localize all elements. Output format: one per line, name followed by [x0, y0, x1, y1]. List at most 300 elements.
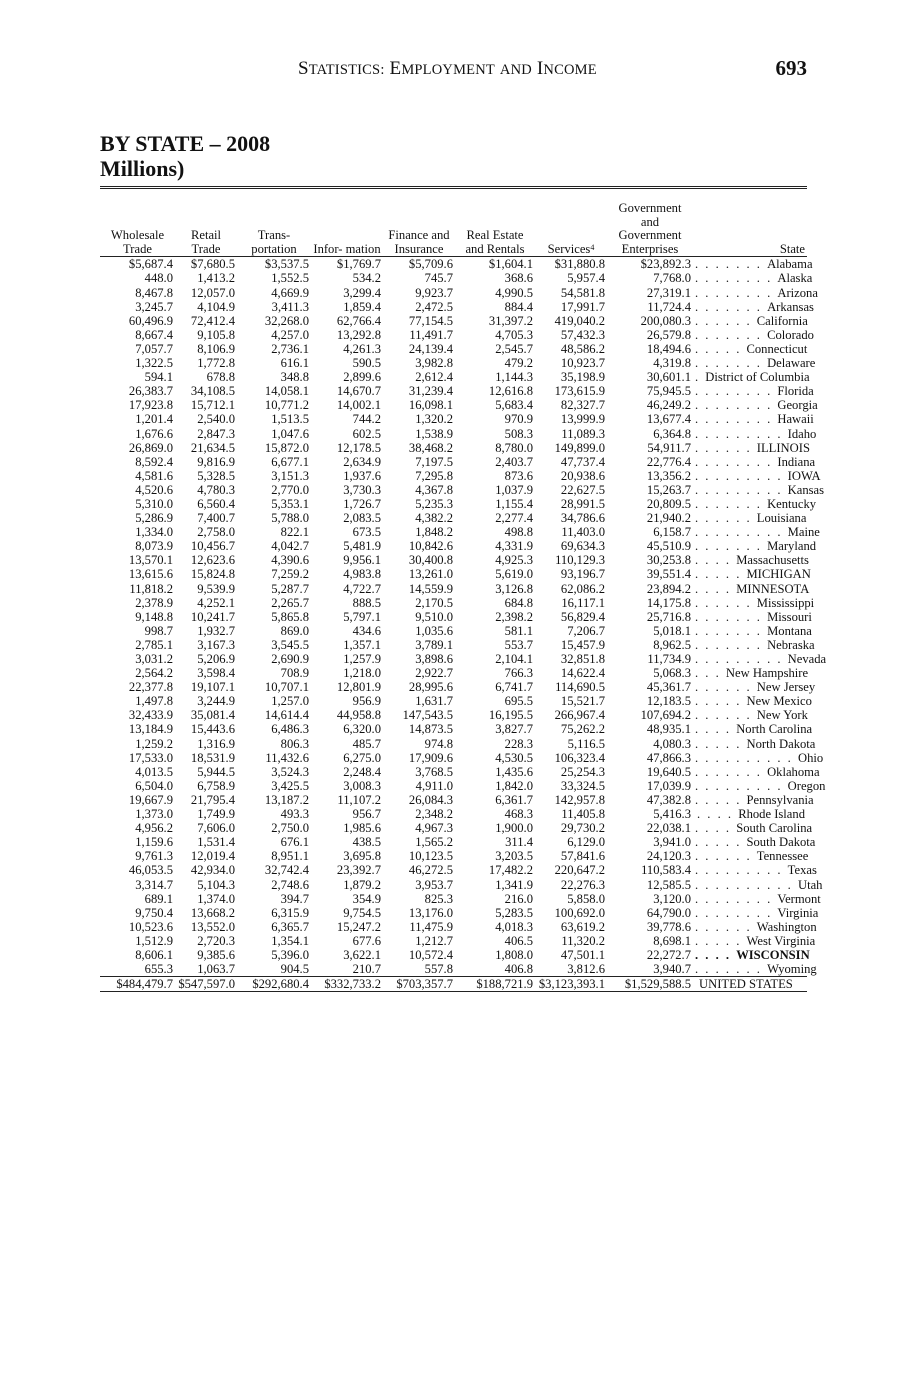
table-cell: 678.8 — [206, 370, 235, 385]
table-cell: 5,328.5 — [197, 468, 235, 483]
table-row — [100, 779, 807, 793]
table-cell: 33,324.5 — [560, 778, 605, 793]
table-cell: 10,123.5 — [408, 849, 453, 864]
table-cell: 557.8 — [424, 962, 453, 977]
table-cell: 3,812.6 — [567, 962, 605, 977]
table-row — [100, 878, 807, 892]
state-name: Louisiana — [756, 511, 807, 526]
table-row — [100, 257, 807, 272]
state-name: Idaho — [787, 426, 817, 441]
table-cell: 15,521.7 — [560, 694, 605, 709]
table-cell: 9,510.0 — [415, 609, 453, 624]
table-cell: 23,894.2 — [646, 581, 691, 596]
state-cell — [693, 637, 815, 652]
table-cell: 904.5 — [280, 962, 309, 977]
leader-dots: . . . . . . . — [695, 764, 768, 779]
table-row — [100, 821, 807, 835]
table-cell: 216.0 — [504, 891, 533, 906]
state-name: North Carolina — [736, 722, 813, 737]
table-cell: 27,319.1 — [646, 285, 691, 300]
table-cell: $5,687.4 — [128, 257, 173, 272]
table-cell: 13,999.9 — [560, 412, 605, 427]
table-cell: 57,432.3 — [560, 327, 605, 342]
table-cell: 11,089.3 — [561, 426, 605, 441]
table-cell: 354.9 — [352, 891, 381, 906]
state-cell — [693, 666, 807, 680]
table-cell: 745.7 — [424, 271, 453, 286]
state-cell — [693, 398, 818, 413]
table-cell: 581.1 — [504, 623, 533, 638]
table-row — [100, 398, 807, 412]
table-cell: 35,081.4 — [190, 708, 235, 723]
table-cell: 26,869.0 — [128, 440, 173, 455]
leader-dots: . . . . . — [695, 736, 747, 751]
table-cell: 32,851.8 — [560, 652, 605, 666]
table-cell: 11,724.4 — [647, 299, 691, 314]
leader-dots: . . . . . . . — [695, 623, 768, 638]
table-cell: 534.2 — [352, 271, 381, 286]
table-cell: 1,035.6 — [415, 623, 453, 638]
table-cell: 2,612.4 — [415, 370, 453, 385]
table-cell: 4,252.1 — [197, 595, 235, 610]
state-name: New York — [756, 708, 808, 723]
state-cell — [693, 257, 813, 272]
table-cell: 75,945.5 — [646, 384, 691, 399]
table-cell: 4,911.0 — [415, 778, 453, 793]
table-cell: 14,175.8 — [646, 595, 691, 610]
table-cell: 210.7 — [352, 962, 381, 977]
table-cell: 6,315.9 — [271, 905, 309, 920]
leader-dots: . . . . — [695, 821, 737, 836]
table-cell: 13,615.6 — [128, 567, 173, 582]
table-row — [100, 737, 807, 751]
table-cell: 54,911.7 — [647, 440, 691, 455]
table-cell: 2,564.2 — [135, 666, 173, 681]
leader-dots: . . . . . . — [695, 595, 757, 610]
table-cell: 200,080.3 — [640, 313, 691, 328]
table-cell: 6,158.7 — [653, 525, 691, 540]
state-cell — [693, 581, 810, 596]
table-row — [100, 652, 807, 666]
table-cell: 39,778.6 — [646, 919, 691, 934]
state-cell — [693, 299, 814, 314]
table-cell: 2,634.9 — [343, 454, 381, 469]
table-cell: 3,789.1 — [415, 637, 453, 652]
table-cell: 869.0 — [280, 623, 309, 638]
table-cell: 110,129.3 — [555, 553, 605, 568]
table-cell: 1,316.9 — [197, 736, 235, 751]
leader-dots: . . . . . . . . — [695, 384, 778, 399]
table-cell: 82,327.7 — [560, 398, 605, 413]
table-cell: 1,435.6 — [495, 764, 533, 779]
table-cell: 888.5 — [352, 595, 381, 610]
table-cell: 228.3 — [504, 736, 533, 751]
table-cell: 57,841.6 — [560, 849, 605, 864]
table-cell: 1,063.7 — [197, 962, 235, 977]
table-cell: 2,899.6 — [343, 370, 381, 385]
table-cell: 11,734.9 — [647, 652, 691, 666]
table-cell: 5,944.5 — [197, 764, 235, 779]
table-cell: 5,104.3 — [197, 877, 235, 892]
table-cell: 2,083.5 — [343, 511, 381, 526]
table-cell: $3,537.5 — [264, 257, 309, 272]
leader-dots: . . . . . . . — [695, 609, 768, 624]
table-cell: 9,816.9 — [197, 454, 235, 469]
leader-dots: . . . . — [695, 722, 737, 737]
table-cell: 9,754.5 — [343, 905, 381, 920]
table-cell: 6,275.0 — [343, 750, 381, 765]
table-cell: 2,785.1 — [135, 637, 173, 652]
table-cell: 468.3 — [504, 807, 533, 822]
table-row — [100, 483, 807, 497]
total-cell: $3,123,393.1 — [535, 977, 607, 992]
state-cell — [693, 511, 807, 525]
table-cell: 3,768.5 — [415, 764, 453, 779]
leader-dots: . — [695, 370, 706, 385]
table-cell: 7,768.0 — [653, 271, 691, 286]
state-cell — [693, 426, 817, 441]
table-cell: 8,698.1 — [653, 933, 691, 948]
table-cell: 493.3 — [280, 807, 309, 822]
table-cell: 10,842.6 — [408, 539, 453, 554]
state-name: New Hampshire — [725, 666, 809, 681]
table-cell: 14,614.4 — [264, 708, 309, 723]
table-cell: 11,475.9 — [409, 919, 453, 934]
leader-dots: . . . . . . . . . — [695, 863, 788, 878]
table-cell: 5,416.3 — [653, 807, 691, 822]
table-cell: 5,287.7 — [271, 581, 309, 596]
table-cell: 8,780.0 — [495, 440, 533, 455]
table-cell: 311.4 — [505, 835, 533, 850]
table-row — [100, 539, 807, 553]
table-cell: 15,457.9 — [560, 637, 605, 652]
column-header: Infor- mation — [311, 202, 383, 257]
table-cell: 12,019.4 — [190, 849, 235, 864]
table-cell: 1,201.4 — [135, 412, 173, 427]
state-cell — [693, 314, 807, 328]
table-cell: $31,880.8 — [554, 257, 605, 272]
table-cell: 4,956.2 — [135, 821, 173, 836]
table-cell: 48,935.1 — [646, 722, 691, 737]
column-header: Retail Trade — [175, 202, 237, 257]
state-cell — [693, 764, 820, 779]
leader-dots: . . . . . . . . — [695, 454, 778, 469]
table-cell: 32,268.0 — [264, 313, 309, 328]
state-cell — [693, 356, 816, 371]
table-cell: 8,106.9 — [197, 341, 235, 356]
table-cell: 6,361.7 — [495, 792, 533, 807]
table-cell: 5,683.4 — [495, 398, 533, 413]
table-cell: 21,634.5 — [190, 440, 235, 455]
table-cell: 616.1 — [280, 356, 309, 371]
leader-dots: . . . . . . — [695, 313, 757, 328]
column-header: Services$^4$ — [535, 202, 607, 257]
table-cell: 3,982.8 — [415, 356, 453, 371]
total-cell: $547,597.0 — [175, 977, 237, 992]
table-cell: 5,353.1 — [271, 496, 309, 511]
table-cell: 8,667.4 — [135, 327, 173, 342]
table-cell: 3,299.4 — [343, 285, 381, 300]
table-cell: 266,967.4 — [554, 708, 605, 723]
table-cell: 17,923.8 — [128, 398, 173, 413]
table-cell: 106,323.4 — [554, 750, 605, 765]
column-header-row — [100, 202, 807, 257]
leader-dots: . . . . — [695, 581, 737, 596]
state-name: Arizona — [777, 285, 818, 300]
table-cell: 2,170.5 — [415, 595, 453, 610]
column-header: Trans- portation — [237, 202, 311, 257]
table-cell: 4,261.3 — [343, 341, 381, 356]
table-cell: 3,244.9 — [197, 694, 235, 709]
table-cell: 2,265.7 — [271, 595, 309, 610]
table-cell: 7,606.0 — [197, 821, 235, 836]
state-cell — [693, 342, 807, 356]
table-cell: 7,400.7 — [197, 511, 235, 526]
leader-dots: . . . . . . . — [695, 257, 768, 272]
table-cell: 9,750.4 — [135, 905, 173, 920]
table-cell: 998.7 — [144, 623, 173, 638]
table-cell: 1,320.2 — [415, 412, 453, 427]
table-row — [100, 962, 807, 977]
table-cell: 9,923.7 — [415, 285, 453, 300]
table-cell: 11,491.7 — [409, 327, 453, 342]
table-cell: $1,604.1 — [488, 257, 533, 272]
table-cell: 75,262.2 — [560, 722, 605, 737]
state-name: Utah — [797, 877, 823, 892]
table-row — [100, 328, 807, 342]
table-cell: 12,801.9 — [336, 680, 381, 695]
table-row — [100, 624, 807, 638]
state-name: South Carolina — [736, 821, 813, 836]
table-cell: 13,570.1 — [128, 553, 173, 568]
table-row — [100, 680, 807, 694]
table-cell: 93,196.7 — [560, 567, 605, 582]
table-cell: 5,865.8 — [271, 609, 309, 624]
state-name: Hawaii — [777, 412, 814, 427]
state-cell — [693, 609, 812, 624]
state-name: District of Columbia — [705, 370, 810, 385]
table-cell: 8,606.1 — [135, 947, 173, 962]
table-cell: 1,212.7 — [415, 933, 453, 948]
table-cell: 54,581.8 — [560, 285, 605, 300]
table-cell: 2,104.1 — [495, 652, 533, 666]
state-name: Wyoming — [767, 962, 817, 977]
leader-dots: . . . . . — [695, 933, 747, 948]
state-name: Missouri — [767, 609, 812, 624]
table-cell: 4,581.6 — [135, 468, 173, 483]
table-cell: 4,983.8 — [343, 567, 381, 582]
table-row — [100, 765, 807, 779]
table-cell: 1,374.0 — [197, 891, 235, 906]
state-name: Alabama — [767, 257, 813, 272]
state-cell — [693, 553, 807, 567]
table-cell: 5,481.9 — [343, 539, 381, 554]
table-cell: 3,167.3 — [197, 637, 235, 652]
state-cell — [693, 778, 826, 793]
table-cell: 3,425.5 — [271, 778, 309, 793]
leader-dots: . . . . . . — [695, 680, 757, 695]
state-name: Maine — [787, 525, 820, 540]
table-cell: 15,712.1 — [190, 398, 235, 413]
table-cell: 10,707.1 — [264, 680, 309, 695]
leader-dots: . . . . . . . — [695, 496, 768, 511]
leader-dots: . . . . — [695, 553, 737, 568]
table-cell: 11,320.2 — [561, 933, 605, 948]
table-cell: 1,726.7 — [343, 496, 381, 511]
table-cell: 28,995.6 — [408, 680, 453, 695]
table-cell: 4,331.9 — [495, 539, 533, 554]
state-name: WISCONSIN — [736, 947, 810, 962]
table-cell: 34,786.6 — [560, 511, 605, 526]
state-cell — [693, 482, 825, 497]
table-cell: 100,692.0 — [554, 905, 605, 920]
table-cell: 24,139.4 — [408, 341, 453, 356]
table-cell: 6,677.1 — [271, 454, 309, 469]
column-header: Finance and Insurance — [383, 202, 455, 257]
table-cell: 10,771.2 — [264, 398, 309, 413]
state-name: Tennessee — [756, 849, 809, 864]
table-cell: 1,900.0 — [495, 821, 533, 836]
table-cell: 1,937.6 — [343, 468, 381, 483]
table-row — [100, 596, 807, 610]
state-cell — [693, 454, 816, 469]
table-cell: 2,720.3 — [197, 933, 235, 948]
state-name: Massachusetts — [736, 553, 809, 568]
table-cell: 676.1 — [280, 835, 309, 850]
leader-dots: . . . . . . . . . . — [695, 750, 798, 765]
leader-dots: . . . . . . — [695, 511, 757, 526]
state-name: Nebraska — [767, 637, 815, 652]
table-cell: 39,551.4 — [646, 567, 691, 582]
page-number: 693 — [775, 56, 807, 80]
table-cell: 22,776.4 — [646, 454, 691, 469]
heading-line-2: Millions) — [100, 156, 185, 181]
table-cell: 21,940.2 — [646, 511, 691, 526]
state-name: Washington — [756, 919, 817, 934]
table-cell: 17,039.9 — [646, 778, 691, 793]
table-cell: 448.0 — [144, 271, 173, 286]
state-cell — [693, 708, 807, 722]
table-cell: 15,872.0 — [264, 440, 309, 455]
table-cell: 3,622.1 — [343, 947, 381, 962]
state-cell — [693, 370, 810, 385]
table-cell: 7,259.2 — [271, 567, 309, 582]
table-cell: 10,572.4 — [408, 947, 453, 962]
column-header: Real Estate and Rentals — [455, 202, 535, 257]
table-cell: 594.1 — [144, 370, 173, 385]
state-name: Connecticut — [746, 341, 808, 356]
table-cell: 485.7 — [352, 736, 381, 751]
table-cell: 2,378.9 — [135, 595, 173, 610]
state-name: Montana — [767, 623, 812, 638]
table-cell: 5,283.5 — [495, 905, 533, 920]
table-cell: 62,086.2 — [560, 581, 605, 596]
table-cell: 10,923.7 — [560, 356, 605, 371]
leader-dots: . . . . . . . . . . — [695, 877, 798, 892]
state-cell — [693, 652, 827, 666]
table-cell: 1,357.1 — [343, 637, 381, 652]
table-row — [100, 342, 807, 356]
table-cell: 46,249.2 — [646, 398, 691, 413]
table-cell: 9,539.9 — [197, 581, 235, 596]
table-row — [100, 751, 807, 765]
table-cell: 2,403.7 — [495, 454, 533, 469]
table-cell: 1,334.0 — [135, 525, 173, 540]
table-cell: 348.8 — [280, 370, 309, 385]
table-cell: 1,749.9 — [197, 807, 235, 822]
table-row — [100, 511, 807, 525]
table-cell: 1,565.2 — [415, 835, 453, 850]
state-name: Georgia — [777, 398, 818, 413]
table-cell: 12,585.5 — [646, 877, 691, 892]
leader-dots: . . . . . . . — [695, 539, 768, 554]
table-cell: 47,501.1 — [560, 947, 605, 962]
table-cell: 4,669.9 — [271, 285, 309, 300]
state-name: Arkansas — [767, 299, 814, 314]
leader-dots: . . . . . . . . . — [695, 778, 788, 793]
table-cell: 974.8 — [424, 736, 453, 751]
state-name: Maryland — [767, 539, 817, 554]
state-cell — [693, 271, 813, 286]
leader-dots: . . . . . — [695, 694, 747, 709]
heading-line-1: BY STATE – 2008 — [100, 131, 271, 156]
table-cell: 1,218.0 — [343, 666, 381, 681]
running-head — [0, 56, 907, 82]
table-cell: 19,640.5 — [646, 764, 691, 779]
table-cell: 46,272.5 — [408, 863, 453, 878]
table-cell: 14,002.1 — [336, 398, 381, 413]
table-cell: 44,958.8 — [336, 708, 381, 723]
table-cell: 5,957.4 — [567, 271, 605, 286]
table-cell: 16,117.1 — [561, 595, 605, 610]
state-cell — [693, 919, 817, 934]
table-cell: 23,392.7 — [336, 863, 381, 878]
table-cell: 110,583.4 — [641, 863, 691, 878]
table-cell: 2,750.0 — [271, 821, 309, 836]
state-cell — [693, 905, 819, 920]
table-cell: 16,098.1 — [408, 398, 453, 413]
table-cell: 956.7 — [352, 807, 381, 822]
table-cell: 7,057.7 — [135, 341, 173, 356]
table-cell: 2,348.2 — [415, 807, 453, 822]
leader-dots: . . . . . . . . — [695, 271, 778, 286]
table-row — [100, 694, 807, 708]
table-row — [100, 638, 807, 652]
table-row — [100, 356, 807, 370]
table-cell: 17,909.6 — [408, 750, 453, 765]
table-cell: 12,178.5 — [336, 440, 381, 455]
table-cell: 1,631.7 — [415, 694, 453, 709]
state-cell — [693, 863, 817, 878]
table-cell: 3,695.8 — [343, 849, 381, 864]
table-cell: 602.5 — [352, 426, 381, 441]
table-cell: 6,560.4 — [197, 496, 235, 511]
table-cell: 1,144.3 — [495, 370, 533, 385]
table-cell: 26,383.7 — [128, 384, 173, 399]
state-name: New Jersey — [756, 680, 816, 695]
table-cell: 8,951.1 — [271, 849, 309, 864]
table-cell: 32,433.9 — [128, 708, 173, 723]
running-title-word: AND — [499, 62, 532, 78]
leader-dots: . . . . . — [695, 567, 747, 582]
table-cell: 2,690.9 — [271, 652, 309, 666]
table-cell: 15,263.7 — [646, 482, 691, 497]
table-cell: 22,377.8 — [128, 680, 173, 695]
state-cell — [693, 947, 810, 962]
table-cell: 107,694.2 — [640, 708, 691, 723]
table-row — [100, 286, 807, 300]
table-row — [100, 300, 807, 314]
